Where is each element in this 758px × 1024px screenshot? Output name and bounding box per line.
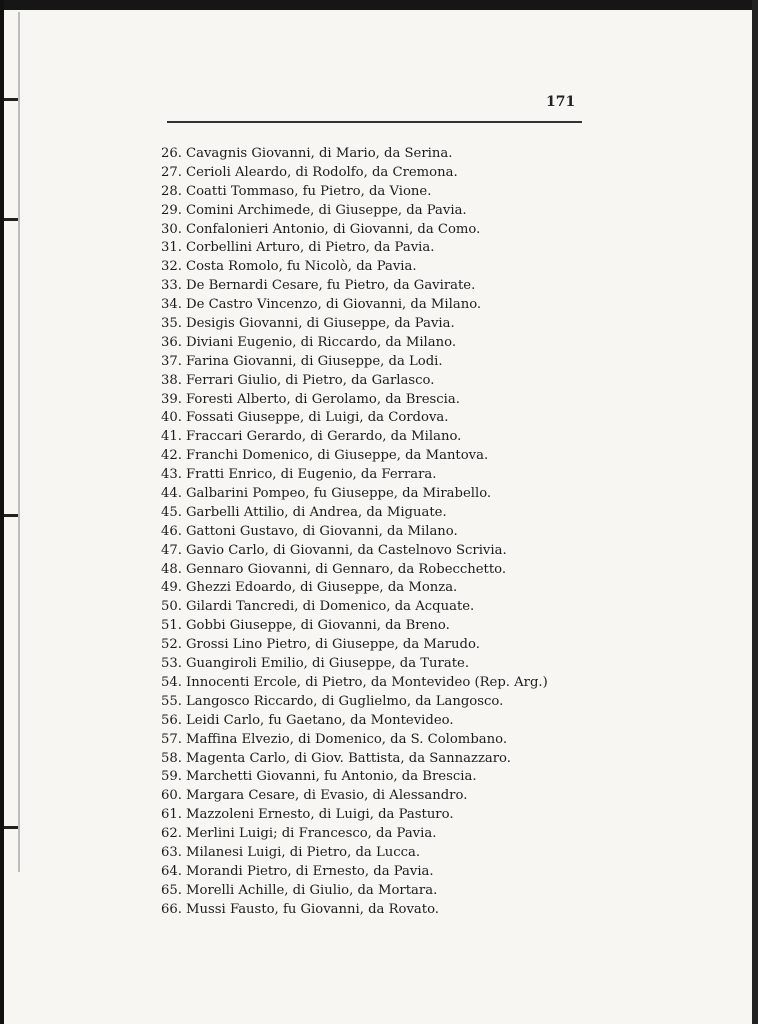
entry-text: Gobbi Giuseppe, di Giovanni, da Breno. — [186, 618, 450, 634]
entry-number: 52. — [161, 637, 182, 653]
entry-number: 64. — [161, 863, 182, 879]
entry-number: 55. — [161, 693, 182, 709]
entry-text: Farina Giovanni, di Giuseppe, da Lodi. — [186, 353, 443, 369]
entry-text: Merlini Luigi; di Francesco, da Pavia. — [186, 826, 437, 842]
entry-text: Mussi Fausto, fu Giovanni, da Rovato. — [186, 901, 439, 917]
margin-mark — [4, 826, 18, 829]
entry-text: Garbelli Attilio, di Andrea, da Miguate. — [186, 504, 447, 520]
entry-number: 30. — [161, 221, 182, 237]
entry-number: 66. — [161, 901, 182, 917]
entry-number: 51. — [161, 618, 182, 634]
entry-number: 32. — [161, 259, 182, 275]
margin-mark — [4, 98, 18, 101]
entry-text: Morandi Pietro, di Ernesto, da Pavia. — [186, 863, 434, 879]
entry-text: Comini Archimede, di Giuseppe, da Pavia. — [186, 202, 467, 218]
entry-number: 62. — [161, 826, 182, 842]
entry-text: Confalonieri Antonio, di Giovanni, da Como. — [186, 221, 481, 237]
entry-text: Coatti Tommaso, fu Pietro, da Vione. — [186, 183, 432, 199]
entry-text: Costa Romolo, fu Nicolò, da Pavia. — [186, 259, 417, 275]
entry-number: 46. — [161, 523, 182, 539]
entry-text: Cavagnis Giovanni, di Mario, da Serina. — [186, 146, 453, 161]
entry-text: Langosco Riccardo, di Guglielmo, da Langosco. — [186, 693, 504, 709]
entry-number: 57. — [161, 731, 182, 747]
entry-number: 54. — [161, 674, 182, 690]
entry-number: 33. — [161, 278, 182, 294]
entry-text: Gennaro Giovanni, di Gennaro, da Robecchetto. — [186, 561, 507, 577]
entry-number: 34. — [161, 297, 182, 313]
entry-number: 65. — [161, 882, 182, 898]
entry-number: 53. — [161, 656, 182, 672]
scan-right-border — [752, 0, 758, 1024]
entry-text: Guangiroli Emilio, di Giuseppe, da Turate. — [186, 656, 470, 672]
entry-number: 49. — [161, 580, 182, 596]
entry-text: Foresti Alberto, di Gerolamo, da Brescia. — [186, 391, 460, 407]
entry-number: 48. — [161, 561, 182, 577]
entry-text: Margara Cesare, di Evasio, di Alessandro. — [186, 788, 468, 804]
entry-text: Mazzoleni Ernesto, di Luigi, da Pasturo. — [186, 807, 454, 823]
entry-text: De Castro Vincenzo, di Giovanni, da Milano. — [186, 297, 482, 313]
entry-text: Ghezzi Edoardo, di Giuseppe, da Monza. — [186, 580, 458, 596]
entry-number: 29. — [161, 202, 182, 218]
entry-text: Magenta Carlo, di Giov. Battista, da Sannazzaro. — [186, 750, 511, 766]
entry-text: Fossati Giuseppe, di Luigi, da Cordova. — [186, 410, 449, 426]
entry-number: 56. — [161, 712, 182, 728]
entry-number: 37. — [161, 353, 182, 369]
entry-number: 63. — [161, 844, 182, 860]
entry-number: 41. — [161, 429, 182, 445]
entry-text: Franchi Domenico, di Giuseppe, da Mantova. — [186, 448, 489, 464]
header-rule — [167, 121, 582, 123]
entry-text: Corbellini Arturo, di Pietro, da Pavia. — [186, 240, 435, 256]
entry-text: De Bernardi Cesare, fu Pietro, da Gavirate. — [186, 278, 476, 294]
entry-text: Gavio Carlo, di Giovanni, da Castelnovo Scrivia. — [186, 542, 507, 558]
entry-number: 44. — [161, 486, 182, 502]
entry-number: 59. — [161, 769, 182, 785]
entry-number: 28. — [161, 183, 182, 199]
entry-text: Galbarini Pompeo, fu Giuseppe, da Mirabello. — [186, 486, 492, 502]
entry-number: 42. — [161, 448, 182, 464]
entry-number: 61. — [161, 807, 182, 823]
entry-number: 31. — [161, 240, 182, 256]
entry-text: Cerioli Aleardo, di Rodolfo, da Cremona. — [186, 164, 458, 180]
entry-text: Morelli Achille, di Giulio, da Mortara. — [186, 882, 438, 898]
entry-text: Desigis Giovanni, di Giuseppe, da Pavia. — [186, 316, 455, 332]
entry-text: Gilardi Tancredi, di Domenico, da Acquate. — [186, 599, 475, 615]
binding-line — [18, 12, 20, 872]
entry-text: Marchetti Giovanni, fu Antonio, da Brescia. — [186, 769, 477, 785]
entry-number: 43. — [161, 467, 182, 483]
entry-text: Fratti Enrico, di Eugenio, da Ferrara. — [186, 467, 437, 483]
entry-text: Innocenti Ercole, di Pietro, da Montevideo (Rep. Arg.) — [186, 674, 548, 690]
entry-text: Milanesi Luigi, di Pietro, da Lucca. — [186, 844, 421, 860]
margin-mark — [4, 514, 18, 517]
entry-number: 40. — [161, 410, 182, 426]
entry-number: 47. — [161, 542, 182, 558]
entry-text: Grossi Lino Pietro, di Giuseppe, da Marudo. — [186, 637, 480, 653]
margin-mark — [4, 218, 18, 221]
entry-text: Ferrari Giulio, di Pietro, da Garlasco. — [186, 372, 435, 388]
entry-number: 38. — [161, 372, 182, 388]
entry-number: 60. — [161, 788, 182, 804]
page-number: 171 — [546, 94, 576, 110]
scan-top-border — [0, 0, 758, 10]
entry-text: Fraccari Gerardo, di Gerardo, da Milano. — [186, 429, 462, 445]
entry-number: 45. — [161, 504, 182, 520]
entry-number: 39. — [161, 391, 182, 407]
entry-text: Diviani Eugenio, di Riccardo, da Milano. — [186, 334, 457, 350]
entry-number: 35. — [161, 316, 182, 332]
entry-number: 58. — [161, 750, 182, 766]
entry-number: 27. — [161, 164, 182, 180]
entry-number: 50. — [161, 599, 182, 615]
entry-text: Leidi Carlo, fu Gaetano, da Montevideo. — [186, 712, 454, 728]
entry-number: 36. — [161, 334, 182, 350]
entry-number: 26. — [161, 146, 182, 161]
entry-text: Maffina Elvezio, di Domenico, da S. Colombano. — [186, 731, 508, 747]
entry-text: Gattoni Gustavo, di Giovanni, da Milano. — [186, 523, 458, 539]
